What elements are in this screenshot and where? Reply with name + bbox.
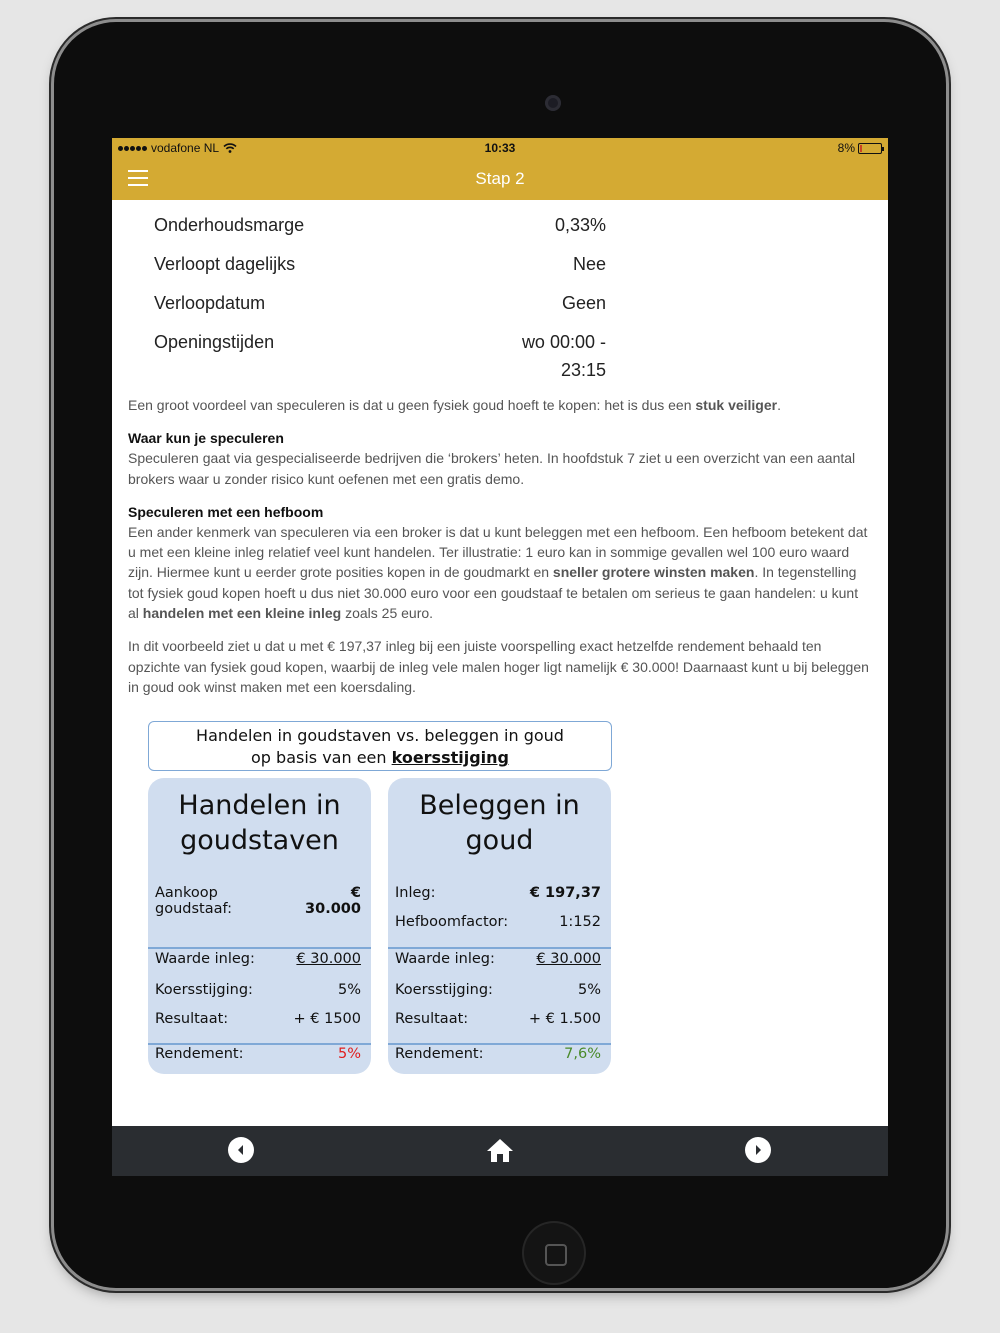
underlined-text: koersstijging <box>391 748 509 767</box>
card-row-purchase <box>155 885 361 917</box>
card-divider <box>148 947 371 949</box>
article-paragraph <box>128 395 872 415</box>
carrier-info <box>118 141 237 155</box>
card-row-label: Koersstijging: <box>395 982 493 998</box>
battery-percentage: 8% <box>837 141 855 155</box>
article-paragraph <box>128 522 872 623</box>
spec-label: Verloopt dagelijks <box>154 253 296 274</box>
card-row-return <box>395 1046 601 1062</box>
battery-fill <box>860 145 862 152</box>
text-span: Een groot voordeel van speculeren is dat u geen fysiek goud hoeft te kopen: het is dus een <box>128 397 696 413</box>
content-area[interactable] <box>112 200 888 1126</box>
card-row-stake-in <box>395 885 601 901</box>
card-divider <box>388 1043 611 1045</box>
card-heading-line: Handelen in <box>178 790 341 821</box>
article-heading: Speculeren met een hefboom <box>128 503 324 520</box>
spec-label: Verloopdatum <box>154 292 266 313</box>
card-row-label: Rendement: <box>155 1046 244 1062</box>
card-row-value: 5% <box>577 982 601 998</box>
chevron-right-icon <box>752 1144 764 1156</box>
signal-strength-icon <box>118 146 147 151</box>
card-row-leverage <box>395 914 601 930</box>
spec-row <box>154 290 606 318</box>
card-row-value: 5% <box>337 1046 361 1062</box>
page-title: Stap 2 <box>475 169 525 188</box>
app-screen <box>112 138 888 1176</box>
card-trading-bars <box>148 778 371 1074</box>
bottom-toolbar <box>112 1126 888 1176</box>
card-row-stake <box>155 951 361 967</box>
spec-value: Nee <box>572 253 606 274</box>
card-row-label: Rendement: <box>395 1046 484 1062</box>
card-heading <box>388 778 611 858</box>
card-row-value: € 30.000 <box>305 885 361 917</box>
article-heading: Waar kun je speculeren <box>128 430 284 447</box>
text-span: . In tegenstelling tot fysiek goud kopen hoeft u dus niet 30.000 euro voor een goudstaaf te betalen om serieus te gaan handelen: u kunt al <box>128 564 859 622</box>
card-investing-gold <box>388 778 611 1074</box>
bold-text: stuk veiliger <box>695 397 778 413</box>
spec-row <box>154 251 606 279</box>
spec-value: Geen <box>561 292 606 313</box>
card-row-label: Waarde inleg: <box>155 951 255 967</box>
card-row-value: + € 1500 <box>293 1011 361 1027</box>
card-row-label: Resultaat: <box>155 1011 229 1027</box>
spec-value-line: wo 00:00 - <box>521 331 606 352</box>
home-icon <box>486 1137 514 1163</box>
card-row-label: Hefboomfactor: <box>395 914 509 930</box>
card-row-label: Aankoop goudstaaf: <box>155 885 232 917</box>
text-span: . <box>777 397 781 413</box>
card-row-value: € 197,37 <box>529 885 601 901</box>
spec-label: Openingstijden <box>154 331 275 352</box>
card-row-label: Koersstijging: <box>155 982 253 998</box>
card-row-label: Waarde inleg: <box>395 951 495 967</box>
card-row-value: 5% <box>337 982 361 998</box>
article-text <box>128 395 872 710</box>
card-row-label: Resultaat: <box>395 1011 469 1027</box>
camera-lens <box>545 95 561 111</box>
hamburger-menu-icon[interactable] <box>128 170 148 186</box>
card-row-value: 1:152 <box>559 914 601 930</box>
card-row-rise <box>395 982 601 998</box>
card-heading-line: goudstaven <box>180 825 339 856</box>
card-row-value: + € 1.500 <box>528 1011 601 1027</box>
article-paragraph: Speculeren gaat via gespecialiseerde bedrijven die ‘brokers’ heten. In hoofdstuk 7 ziet u een overzicht van een aantal brokers waar u zonder risico kunt oefenen met een gratis demo. <box>128 450 856 487</box>
hardware-home-button[interactable] <box>524 1223 584 1283</box>
text-span: Een ander kenmerk van speculeren via een broker is dat u kunt beleggen met een hefboom. Een hefboom betekent dat u met een kleine inleg relatief veel kunt handelen. Ter illustratie: 1 euro kan in sommige gevallen wel 100 euro waard zijn. Hiermee kunt u eerder grote posities kopen in de goudmarkt en <box>128 523 868 581</box>
article-paragraph: In dit voorbeeld ziet u dat u met € 197,37 inleg bij een juiste voorspelling exact hetzelfde rendement behaald ten opzichte van fysiek goud kopen, waarbij de inleg vele malen hoger ligt namelijk € 30.000! Daarnaast kunt u bij beleggen in goud ook winst maken met een koersdaling. <box>128 638 869 695</box>
spec-label: Onderhoudsmarge <box>154 215 305 235</box>
card-row-value: € 30.000 <box>536 951 601 967</box>
infographic-title <box>148 721 612 771</box>
spec-table <box>154 212 606 395</box>
card-heading <box>148 778 371 858</box>
card-row-result <box>395 1011 601 1027</box>
status-time: 10:33 <box>484 141 516 155</box>
spec-row <box>154 212 606 240</box>
card-row-value: € 30.000 <box>296 951 361 967</box>
battery-info <box>838 141 882 155</box>
home-button[interactable] <box>486 1137 514 1163</box>
carrier-name: vodafone NL <box>151 141 220 155</box>
card-row-label: Inleg: <box>395 885 436 901</box>
spec-value-line: 23:15 <box>560 359 606 380</box>
card-row-result <box>155 1011 361 1027</box>
card-row-return <box>155 1046 361 1062</box>
status-bar <box>112 138 888 158</box>
card-row-value: 7,6% <box>564 1046 601 1062</box>
nav-bar <box>112 158 888 200</box>
card-row-rise <box>155 982 361 998</box>
next-page-button[interactable] <box>745 1137 771 1163</box>
text-span: zoals 25 euro. <box>341 605 434 622</box>
chevron-left-icon <box>235 1144 247 1156</box>
card-heading-line: goud <box>465 825 534 856</box>
infographic-title-line: Handelen in goudstaven vs. beleggen in goud <box>196 726 564 745</box>
spec-value <box>476 329 606 385</box>
battery-icon <box>858 143 882 154</box>
infographic-title-line <box>149 747 611 769</box>
card-divider <box>148 1043 371 1045</box>
bold-text: sneller grotere winsten maken <box>552 564 755 581</box>
card-divider <box>388 947 611 949</box>
card-row-stake <box>395 951 601 967</box>
comparison-infographic <box>148 721 614 1077</box>
bold-text: handelen met een kleine inleg <box>142 605 342 622</box>
card-heading-line: Beleggen in <box>419 790 580 821</box>
wifi-icon <box>223 143 237 153</box>
spec-value: 0,33% <box>554 215 606 235</box>
previous-page-button[interactable] <box>228 1137 254 1163</box>
text-span: op basis van een <box>251 748 392 767</box>
spec-row <box>154 329 606 385</box>
